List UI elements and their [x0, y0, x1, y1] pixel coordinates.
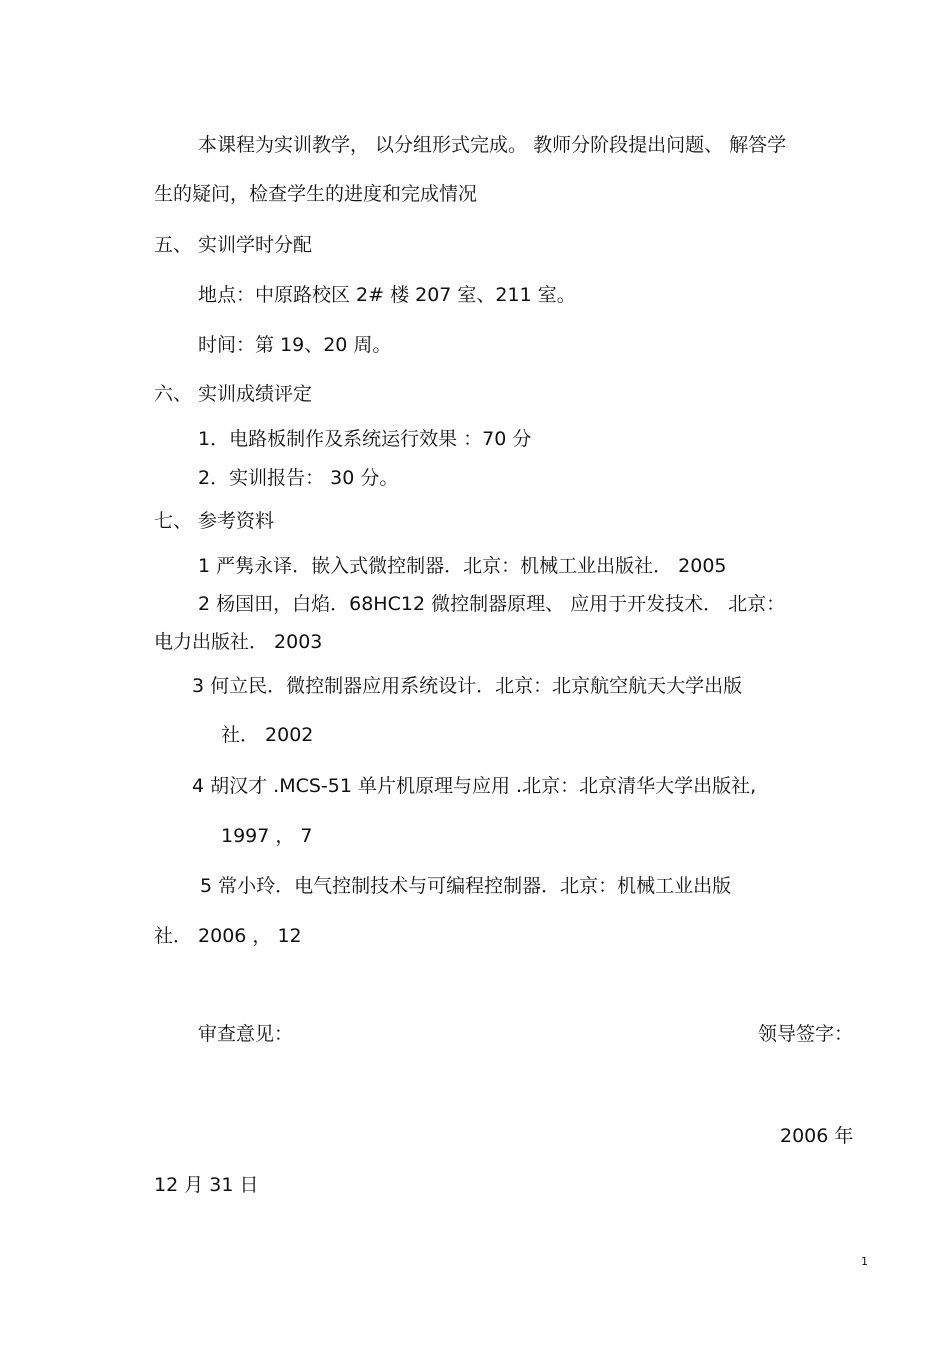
reference-3-line-2: 社． 2002 — [221, 724, 314, 746]
sign-label: 领导签字： — [758, 1023, 854, 1045]
date-line: 12 月 31 日 — [154, 1174, 259, 1196]
time-line: 时间：第 19、20 周。 — [198, 334, 392, 356]
reference-2-line-2: 电力出版社． 2003 — [154, 631, 323, 653]
page-number: 1 — [861, 1255, 868, 1268]
reference-3-line-1: 3 何立民．微控制器应用系统设计．北京：北京航空航天大学出版 — [192, 675, 743, 697]
intro-line-1: 本课程为实训教学， 以分组形式完成。 教师分阶段提出问题、 解答学 — [198, 134, 787, 156]
reference-4-line-1: 4 胡汉才 .MCS-51 单片机原理与应用 .北京：北京清华大学出版社, — [192, 775, 757, 797]
grading-item-2: 2．实训报告： 30 分。 — [198, 467, 399, 489]
review-label: 审查意见： — [198, 1023, 294, 1045]
reference-4-line-2: 1997 ， 7 — [221, 825, 313, 847]
reference-5-line-1: 5 常小玲．电气控制技术与可编程控制器．北京：机械工业出版 — [200, 875, 732, 897]
reference-2-line-1: 2 杨国田，白焰．68HC12 微控制器原理、 应用于开发技术． 北京： — [198, 593, 786, 615]
section-6-heading: 六、 实训成绩评定 — [154, 383, 313, 405]
reference-5-line-2: 社． 2006 ， 12 — [154, 925, 302, 947]
grading-item-1: 1．电路板制作及系统运行效果 ：70 分 — [198, 428, 532, 450]
intro-line-2: 生的疑问，检查学生的进度和完成情况 — [154, 183, 478, 205]
reference-1-line-1: 1 严隽永译．嵌入式微控制器．北京：机械工业出版社． 2005 — [198, 555, 727, 577]
year-line: 2006 年 — [780, 1125, 854, 1147]
location-line: 地点：中原路校区 2# 楼 207 室、211 室。 — [198, 284, 576, 306]
section-7-heading: 七、 参考资料 — [154, 510, 275, 532]
section-5-heading: 五、 实训学时分配 — [154, 234, 313, 256]
